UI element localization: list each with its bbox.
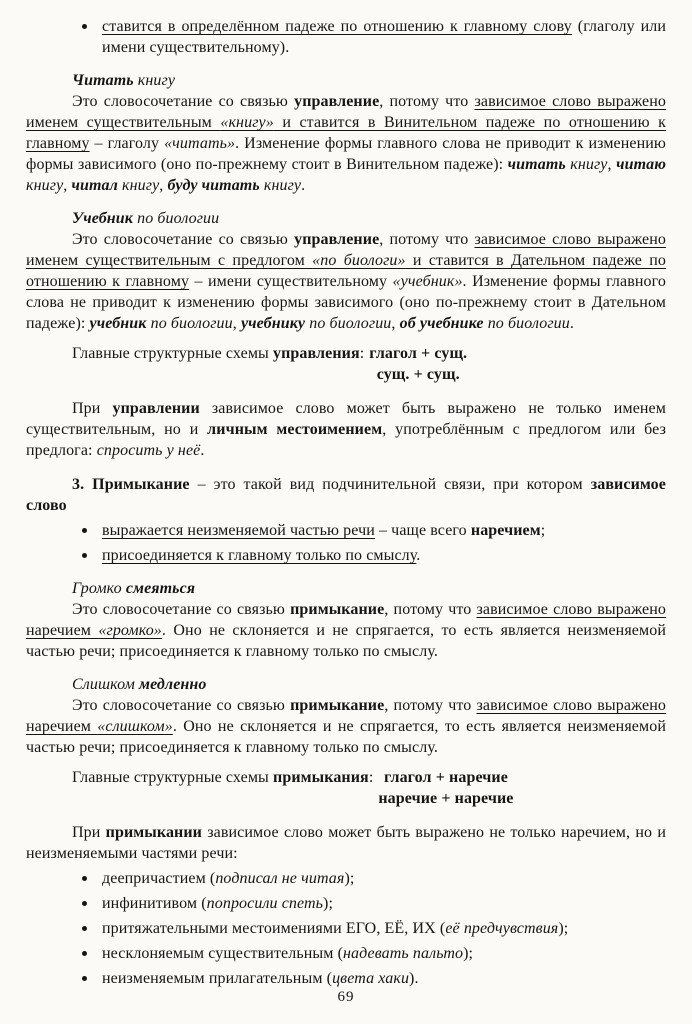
text-segment: . Изменение формы главного слова не приводит к изменению формы зависимого (оно по-прежнему стоит в Дательном падеже):: [26, 273, 667, 332]
schema-label: [72, 343, 364, 385]
schema-formulas: [373, 767, 513, 809]
paragraph: [26, 822, 666, 864]
text-segment: Это словосочетание со связью: [72, 231, 295, 248]
schema-line: глагол + сущ.: [369, 345, 468, 362]
text-segment: управление: [294, 231, 380, 248]
text-segment: . Оно не склоняется и не спрягается, то есть является неизменяемой частью речи; присоединяется к главному только по смыслу.: [26, 718, 666, 756]
text-segment: зависимое слово выражено наречием: [26, 601, 666, 639]
text-segment: примыкании: [105, 824, 202, 841]
text-segment: (глаголу или имени существительному).: [102, 18, 666, 56]
text-segment: книгу: [565, 156, 608, 173]
text-segment: Главные структурные схемы: [72, 345, 274, 362]
text-segment: – чаще всего: [374, 522, 471, 539]
text-segment: надевать пальто: [343, 945, 464, 962]
text-segment: ,: [63, 177, 72, 194]
text-segment: .: [569, 315, 574, 332]
text-segment: , употреблённым с предлогом или без предлога:: [26, 421, 666, 459]
paragraph: [26, 398, 666, 461]
text-segment: . Изменение формы главного слова не приводит к изменению формы зависимого (оно по-прежнему стоит в Винительном падеже):: [26, 135, 666, 173]
bullet-icon: [82, 553, 87, 558]
text-segment: зависимое слово выражено именем существительным: [26, 93, 666, 131]
text-segment: по биологии: [133, 210, 220, 227]
text-segment: неизменяемым прилагательным (: [102, 970, 333, 987]
text-segment: зависимое слово может быть выражено не только именем существительным, но и: [26, 400, 666, 438]
bullet-item: [26, 943, 666, 964]
text-segment: подписал не читая: [215, 870, 345, 887]
schema-block: [72, 767, 666, 809]
text-segment: );: [463, 945, 474, 962]
text-segment: , потому что: [384, 697, 477, 714]
text-segment: .: [301, 177, 306, 194]
text-segment: ,: [391, 315, 400, 332]
bullet-item: [26, 868, 666, 889]
bullet-icon: [82, 926, 87, 931]
paragraph: [26, 91, 666, 196]
paragraph: [26, 599, 666, 662]
text-segment: об учебнике: [399, 315, 484, 332]
text-segment: 3. Примыкание: [72, 476, 190, 493]
text-segment: управление: [294, 93, 380, 110]
page-number: 69: [337, 989, 355, 1005]
schema-block: [72, 343, 666, 385]
paragraph: [26, 474, 666, 516]
bullet-item: [26, 520, 666, 541]
text-segment: Громко: [72, 580, 122, 597]
text-segment: Слишком: [72, 676, 135, 693]
text-segment: , потому что: [384, 601, 477, 618]
schema-label: [72, 767, 373, 809]
text-segment: «по биологи»: [312, 252, 406, 269]
bullet-icon: [82, 24, 87, 29]
text-segment: :: [359, 345, 365, 362]
schema-line: сущ. + сущ.: [376, 366, 460, 383]
text-segment: .: [416, 547, 421, 564]
text-segment: наречием: [470, 522, 541, 539]
bullet-icon: [82, 876, 87, 881]
bullet-item: [26, 545, 666, 566]
text-segment: книгу: [26, 177, 64, 194]
bullet-item: [26, 968, 666, 989]
bullet-icon: [82, 528, 87, 533]
schema-formulas: [364, 343, 467, 385]
bullet-item: [26, 918, 666, 939]
text-segment: читал: [71, 177, 118, 194]
text-segment: книгу: [259, 177, 302, 194]
text-segment: читаю: [616, 156, 666, 173]
text-segment: буду читать: [167, 177, 260, 194]
text-segment: личным местоимением: [207, 421, 383, 438]
text-segment: , потому что: [379, 231, 475, 248]
text-segment: учебник: [89, 315, 147, 332]
text-segment: спросить у неё: [96, 442, 201, 459]
text-segment: выражается неизменяемой частью речи: [102, 522, 375, 539]
text-segment: – имени существительному: [189, 273, 393, 290]
text-segment: «громко»: [98, 622, 162, 639]
text-segment: несклоняемым существительным (: [102, 945, 344, 962]
schema-line: глагол + наречие: [383, 769, 508, 786]
text-segment: ставится в Винительном падеже по отношению к главному: [26, 114, 666, 152]
text-segment: – глаголу: [89, 135, 165, 152]
paragraph: [26, 695, 666, 758]
text-segment: Главные структурные схемы: [72, 769, 274, 786]
text-segment: медленно: [134, 676, 207, 693]
text-segment: );: [558, 920, 569, 937]
text-segment: , потому что: [379, 93, 475, 110]
text-segment: её предчувствия: [445, 920, 559, 937]
text-segment: «учебник»: [392, 273, 463, 290]
text-segment: :: [368, 769, 374, 786]
text-segment: Это словосочетание со связью: [72, 93, 295, 110]
text-segment: ,: [232, 315, 241, 332]
text-segment: и: [405, 252, 429, 269]
text-segment: ;: [540, 522, 546, 539]
text-segment: зависимое слово выражено именем существительным с предлогом: [26, 231, 666, 269]
text-segment: Учебник: [72, 210, 133, 227]
example-title: [72, 578, 666, 599]
text-segment: При: [72, 824, 106, 841]
text-segment: . Оно не склоняется и не спрягается, то есть является неизменяемой частью речи; присоединяется к главному только по смыслу.: [26, 622, 666, 660]
text-segment: «слишком»: [97, 718, 173, 735]
example-title: [72, 70, 666, 91]
text-segment: Это словосочетание со связью: [72, 601, 291, 618]
text-segment: и: [273, 114, 300, 131]
text-segment: смеяться: [121, 580, 196, 597]
text-segment: зависимое слово может быть выражено не только наречием, но и неизменяемыми частями речи:: [26, 824, 666, 862]
text-segment: ставится в Дательном падеже по отношению к главному: [26, 252, 666, 290]
text-segment: учебнику: [240, 315, 306, 332]
bullet-item: [26, 16, 666, 58]
text-segment: по биологии: [305, 315, 392, 332]
text-segment: инфинитивом (: [102, 895, 207, 912]
text-segment: примыкание: [290, 697, 385, 714]
text-segment: по биологии: [483, 315, 570, 332]
text-segment: читать: [507, 156, 566, 173]
text-segment: Это словосочетание со связью: [72, 697, 291, 714]
text-segment: попросили спеть: [206, 895, 324, 912]
text-segment: управлении: [112, 400, 200, 417]
text-segment: зависимое слово: [26, 476, 666, 514]
text-segment: управления: [273, 345, 360, 362]
bullet-icon: [82, 976, 87, 981]
text-segment: .: [200, 442, 205, 459]
text-segment: деепричастием (: [102, 870, 216, 887]
text-segment: );: [323, 895, 334, 912]
text-segment: ,: [159, 177, 168, 194]
text-segment: ,: [607, 156, 617, 173]
text-segment: При: [72, 400, 113, 417]
text-segment: присоединяется к главному только по смыслу: [102, 547, 417, 564]
text-segment: – это такой вид подчинительной связи, при котором: [189, 476, 591, 493]
text-segment: ).: [409, 970, 419, 987]
text-segment: по биологии: [146, 315, 233, 332]
text-segment: примыкания: [273, 769, 369, 786]
bullet-icon: [82, 951, 87, 956]
text-segment: цвета хаки: [332, 970, 410, 987]
text-segment: примыкание: [290, 601, 385, 618]
text-segment: );: [344, 870, 355, 887]
text-segment: зависимое слово выражено наречием: [26, 697, 666, 735]
text-segment: притяжательными местоимениями ЕГО, ЕЁ, ИХ (: [102, 920, 446, 937]
text-segment: «книгу»: [220, 114, 274, 131]
bullet-icon: [82, 901, 87, 906]
schema-line: наречие + наречие: [378, 790, 514, 807]
text-segment: книгу: [133, 72, 176, 89]
paragraph: [26, 229, 666, 334]
text-segment: Читать: [72, 72, 134, 89]
text-segment: книгу: [117, 177, 160, 194]
example-title: [72, 208, 666, 229]
text-segment: ставится в определённом падеже по отношению к главному слову: [102, 18, 572, 35]
text-segment: «читать»: [164, 135, 236, 152]
example-title: [72, 674, 666, 695]
bullet-item: [26, 893, 666, 914]
